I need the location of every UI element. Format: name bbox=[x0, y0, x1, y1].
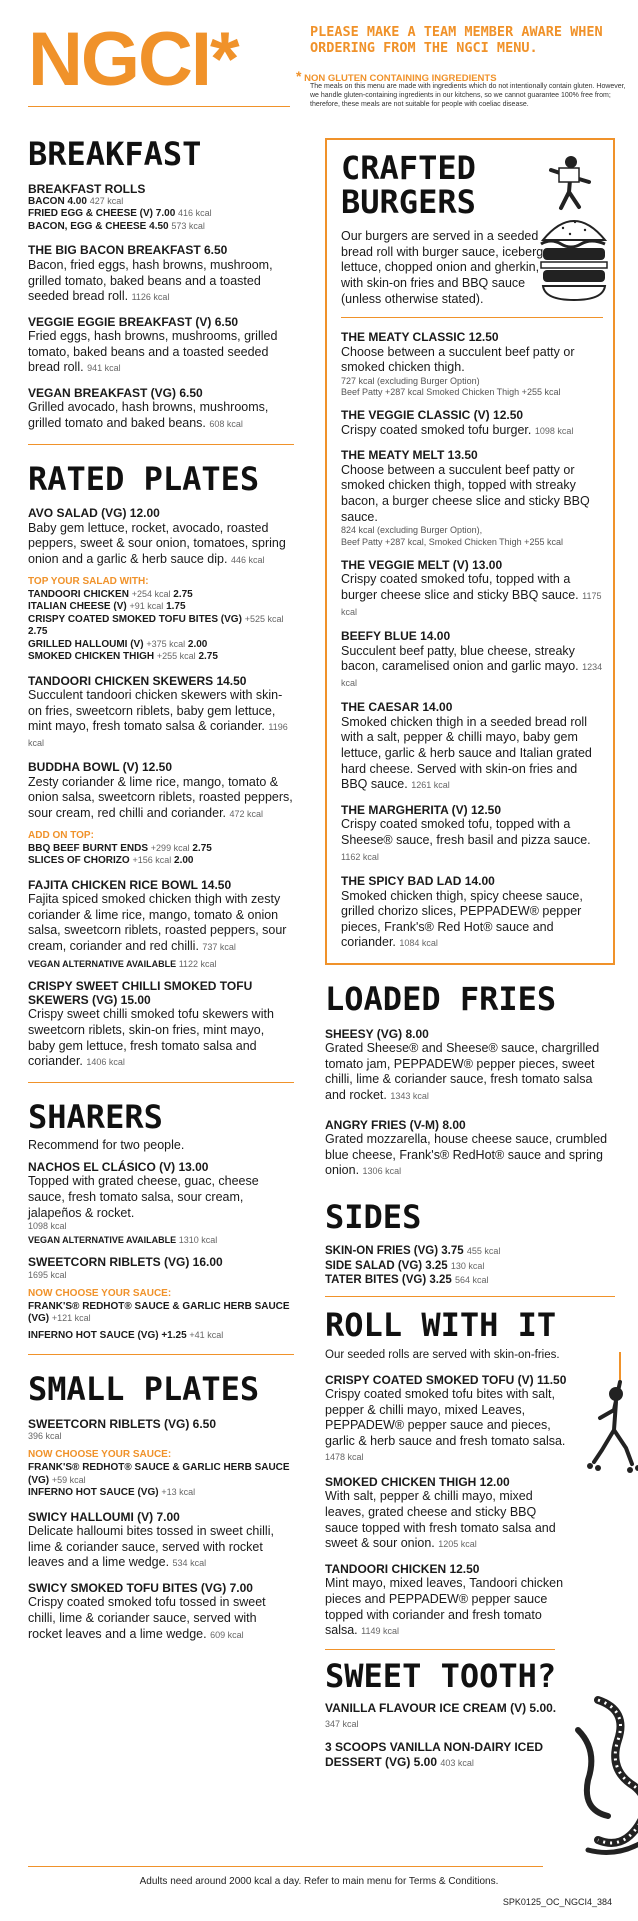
kcal: 1196 kcal bbox=[28, 722, 288, 748]
item-desc-text: Mint mayo, mixed leaves, Tandoori chicken pieces and PEPPADEW® pepper sauce topped with coriander and fresh tomato salsa. bbox=[325, 1576, 564, 1638]
section-divider bbox=[28, 1354, 294, 1355]
item-desc bbox=[28, 688, 294, 751]
roll-option bbox=[28, 208, 294, 221]
kcal: 1098 kcal bbox=[534, 425, 574, 436]
ngc-heading-text: NON GLUTEN CONTAINING INGREDIENTS bbox=[304, 73, 497, 84]
sauce-name: FRANK'S® REDHOT® SAUCE & GARLIC HERB SAUCE (VG) bbox=[28, 1300, 290, 1325]
kcal: +255 kcal bbox=[156, 651, 196, 662]
kcal: +91 kcal bbox=[129, 601, 164, 612]
menu-item bbox=[28, 1417, 294, 1500]
item-desc-text: Fried eggs, hash browns, mushrooms, grilled tomato, baked beans and a toasted seeded bread roll. bbox=[28, 329, 278, 375]
roll-option bbox=[28, 196, 294, 209]
item-name: THE VEGGIE CLASSIC (V) 12.50 bbox=[341, 408, 524, 423]
item-desc-text: Crispy sweet chilli smoked tofu skewers with sweetcorn riblets, skin-on fries, mint mayo, baby gem lettuce, fresh tomato salsa and coriander. bbox=[28, 1007, 274, 1069]
menu-item bbox=[325, 1475, 573, 1552]
item-name: TANDOORI CHICKEN 12.50 bbox=[325, 1561, 480, 1576]
breakfast-section bbox=[28, 135, 294, 432]
asterisk-icon: * bbox=[296, 68, 302, 84]
roll-option-name: BACON 4.00 bbox=[28, 195, 87, 207]
item-name: THE MEATY CLASSIC 12.50 bbox=[341, 330, 499, 345]
breakfast-title: BREAKFAST bbox=[28, 135, 202, 173]
item-desc: Choose between a succulent beef patty or smoked chicken thigh. bbox=[341, 344, 575, 375]
item-name: THE VEGGIE MELT (V) 13.00 bbox=[341, 557, 503, 572]
kcal: 1343 kcal bbox=[390, 1090, 429, 1101]
topping-option bbox=[28, 639, 294, 652]
left-column bbox=[28, 135, 294, 1652]
crafted-burgers-section bbox=[325, 138, 615, 965]
menu-item bbox=[28, 674, 294, 751]
sauce-option bbox=[28, 1330, 294, 1343]
item-desc bbox=[325, 1489, 573, 1552]
menu-item bbox=[325, 1562, 573, 1639]
burgers-title-line-1: CRAFTED bbox=[341, 149, 476, 187]
price: 2.75 bbox=[192, 842, 212, 854]
sweet-tooth-section bbox=[325, 1656, 565, 1769]
sharers-title: SHARERS bbox=[28, 1097, 163, 1136]
item-desc-text: Grated mozzarella, house cheese sauce, crumbled blue cheese, Frank's® RedHot® sauce and spring onion. bbox=[325, 1131, 608, 1178]
item-name bbox=[325, 1740, 565, 1769]
kcal: 1205 kcal bbox=[438, 1539, 477, 1550]
kcal: 1162 kcal bbox=[341, 851, 379, 862]
sauce-option bbox=[28, 1487, 294, 1500]
item-desc bbox=[325, 1387, 573, 1465]
side-name: SKIN-ON FRIES (VG) 3.75 bbox=[325, 1245, 464, 1258]
loaded-fries-section bbox=[325, 980, 615, 1179]
item-name: CRISPY COATED SMOKED TOFU (V) 11.50 bbox=[325, 1372, 567, 1387]
item-desc-text: Zesty coriander & lime rice, mango, tomato & onion salsa, sweetcorn riblets, roasted peppers, sour cream, red chilli and coriander. bbox=[28, 774, 293, 821]
topping-name: TANDOORI CHICKEN bbox=[28, 588, 129, 600]
burgers-divider bbox=[341, 317, 603, 318]
kcal: 416 kcal bbox=[178, 208, 212, 219]
kcal: +13 kcal bbox=[161, 1487, 196, 1498]
sauce-heading: NOW CHOOSE YOUR SAUCE: bbox=[28, 1287, 172, 1299]
sharers-section bbox=[28, 1097, 294, 1342]
menu-item bbox=[341, 803, 603, 864]
ngc-disclaimer: The meals on this menu are made with ingredients which do not intentionally contain gluten. However, we handle gluten-containing ingredients in our kitchens, so we cannot guarantee 100% free from; therefore, these meals are not suitable for people with coeliac disease. bbox=[310, 83, 626, 109]
menu-header bbox=[28, 17, 626, 110]
kcal: 534 kcal bbox=[172, 1558, 207, 1569]
menu-item bbox=[28, 1510, 294, 1571]
item-desc-text: Bacon, fried eggs, hash browns, mushroom, grilled tomato, baked beans and a toasted seeded bread roll. bbox=[28, 257, 273, 304]
kcal: 1310 kcal bbox=[178, 1235, 218, 1246]
item-name: TANDOORI CHICKEN SKEWERS 14.50 bbox=[28, 673, 247, 688]
item-desc bbox=[28, 775, 294, 822]
menu-item bbox=[341, 558, 603, 619]
price: 2.00 bbox=[187, 638, 208, 650]
section-divider bbox=[28, 444, 294, 445]
kcal: 1126 kcal bbox=[131, 292, 170, 303]
item-desc bbox=[341, 423, 603, 439]
price: 1.75 bbox=[166, 601, 186, 613]
item-name: BUDDHA BOWL (V) 12.50 bbox=[28, 760, 173, 775]
kcal: 1149 kcal bbox=[361, 1626, 399, 1637]
item-desc bbox=[325, 1041, 615, 1104]
item-name: SWEETCORN RIBLETS (VG) 16.00 bbox=[28, 1255, 223, 1270]
footer-divider bbox=[28, 1866, 543, 1867]
kcal: 564 kcal bbox=[454, 1275, 489, 1286]
kcal: 608 kcal bbox=[209, 419, 243, 430]
kcal: 1695 kcal bbox=[28, 1269, 67, 1280]
item-name: SWICY SMOKED TOFU BITES (VG) 7.00 bbox=[28, 1580, 253, 1595]
footer-text: Adults need around 2000 kcal a day. Refer to main menu for Terms & Conditions. bbox=[139, 1876, 499, 1887]
item-name: THE SPICY BAD LAD 14.00 bbox=[341, 874, 495, 889]
item-desc-text: Crispy coated smoked tofu, topped with a burger cheese slice and sticky BBQ sauce. bbox=[341, 572, 579, 602]
sides-title: SIDES bbox=[325, 1197, 422, 1236]
kcal: +254 kcal bbox=[131, 588, 171, 599]
item-desc-text: Succulent tandoori chicken skewers with skin-on fries, sweetcorn riblets, baby gem lettuce, mint mayo, fresh tomato salsa & coriander. bbox=[28, 687, 283, 734]
menu-item bbox=[341, 448, 603, 547]
item-name bbox=[325, 1701, 565, 1730]
item-name: VEGGIE EGGIE BREAKFAST (V) 6.50 bbox=[28, 314, 239, 329]
menu-item bbox=[341, 874, 603, 951]
item-name: ANGRY FRIES (V-M) 8.00 bbox=[325, 1117, 466, 1132]
vegan-alternative-label: VEGAN ALTERNATIVE AVAILABLE bbox=[28, 1235, 177, 1246]
item-desc bbox=[28, 1007, 294, 1070]
item-desc-text: Crispy coated smoked tofu burger. bbox=[341, 422, 532, 437]
menu-item bbox=[341, 700, 603, 793]
kcal: 1175 kcal bbox=[341, 590, 602, 617]
kcal: +156 kcal bbox=[132, 855, 172, 866]
item-desc-text: Crispy coated smoked tofu, topped with a Sheese® sauce, fresh basil and pizza sauce. bbox=[341, 817, 591, 847]
item-desc bbox=[28, 258, 294, 305]
kcal: 446 kcal bbox=[230, 554, 265, 565]
kcal: 1234 kcal bbox=[341, 662, 603, 688]
topping-option bbox=[28, 601, 294, 614]
item-note: Beef Patty +287 kcal Smoked Chicken Thigh +255 kcal bbox=[341, 387, 561, 398]
item-desc: Choose between a succulent beef patty or smoked chicken thigh, topped with streaky bacon, a burger cheese slice and sticky BBQ sauce. bbox=[341, 462, 590, 524]
topping-name: GRILLED HALLOUMI (V) bbox=[28, 638, 144, 650]
item-desc-text: Baby gem lettuce, rocket, avocado, roasted peppers, sweet & sour onion, tomatoes, spring onion and a garlic & herb sauce dip. bbox=[28, 520, 286, 566]
item-name: THE BIG BACON BREAKFAST 6.50 bbox=[28, 243, 228, 258]
kcal: 737 kcal bbox=[202, 941, 236, 952]
sauce-name: INFERNO HOT SAUCE (VG) +1.25 bbox=[28, 1329, 187, 1341]
kcal: 347 kcal bbox=[325, 1718, 359, 1729]
item-name-text: 3 SCOOPS VANILLA NON-DAIRY ICED DESSERT (VG) 5.00 bbox=[325, 1740, 544, 1769]
item-note: Beef Patty +287 kcal, Smoked Chicken Thigh +255 kcal bbox=[341, 536, 563, 547]
item-name: CRISPY SWEET CHILLI SMOKED TOFU SKEWERS (VG) 15.00 bbox=[28, 978, 253, 1007]
sauce-name: FRANK'S® REDHOT® SAUCE & GARLIC HERB SAUCE (VG) bbox=[28, 1462, 290, 1486]
kcal: +375 kcal bbox=[146, 638, 186, 649]
kcal: 1098 kcal bbox=[28, 1221, 67, 1232]
team-member-notice: PLEASE MAKE A TEAM MEMBER AWARE WHEN ORDERING FROM THE NGCI MENU. bbox=[310, 24, 603, 57]
kcal: 396 kcal bbox=[28, 1431, 62, 1442]
sauce-name: INFERNO HOT SAUCE (VG) bbox=[28, 1487, 159, 1499]
topping-name: CRISPY COATED SMOKED TOFU BITES (VG) bbox=[28, 613, 242, 625]
item-desc-text: With salt, pepper & chilli mayo, mixed leaves, grated cheese and sticky BBQ sauce topped with fresh tomato salsa and sweet & sour onion. bbox=[325, 1489, 556, 1551]
menu-item bbox=[28, 1160, 294, 1245]
item-desc bbox=[28, 1595, 294, 1642]
menu-item bbox=[28, 506, 294, 663]
kcal: +525 kcal bbox=[244, 613, 284, 624]
kcal: 455 kcal bbox=[466, 1246, 501, 1257]
menu-item bbox=[341, 629, 603, 690]
kcal: 472 kcal bbox=[229, 809, 264, 820]
item-name-text: VANILLA FLAVOUR ICE CREAM (V) 5.00. bbox=[325, 1701, 557, 1716]
kcal: 941 kcal bbox=[87, 363, 121, 374]
topping-option bbox=[28, 614, 294, 639]
item-desc bbox=[341, 715, 603, 793]
item-desc-text: Delicate halloumi bites tossed in sweet chilli, lime & coriander sauce, served with rocket leaves and a lime wedge. bbox=[28, 1524, 274, 1570]
item-desc bbox=[28, 400, 294, 431]
item-desc bbox=[28, 1524, 294, 1571]
item-name: BREAKFAST ROLLS bbox=[28, 181, 146, 196]
roll-option bbox=[28, 221, 294, 234]
item-desc bbox=[28, 329, 294, 376]
menu-item bbox=[28, 878, 294, 969]
kcal: 1261 kcal bbox=[411, 780, 450, 791]
roll-with-it-title: ROLL WITH IT bbox=[325, 1305, 557, 1344]
price: 2.75 bbox=[173, 588, 193, 600]
item-name: THE MARGHERITA (V) 12.50 bbox=[341, 802, 502, 817]
topping-name: SMOKED CHICKEN THIGH bbox=[28, 651, 155, 663]
small-plates-section bbox=[28, 1370, 294, 1642]
item-desc bbox=[28, 521, 294, 568]
addon-heading: ADD ON TOP: bbox=[28, 829, 94, 841]
item-desc-text: Smoked chicken thigh, spicy cheese sauce, grilled chorizo slices, PEPPADEW® pepper pieces, Frank's® Red Hot® sauce and coriander. bbox=[341, 888, 583, 950]
burger-illustration bbox=[537, 152, 611, 308]
item-desc-text: Fajita spiced smoked chicken thigh with zesty coriander & lime rice, mango, tomato & onion salsa, sweetcorn riblets, roasted peppers, sour cream, coriander and red chilli. bbox=[28, 892, 287, 953]
price: 2.00 bbox=[174, 855, 194, 867]
kcal: 403 kcal bbox=[440, 1757, 474, 1768]
kcal: 1122 kcal bbox=[178, 958, 217, 969]
right-column bbox=[325, 138, 615, 1779]
roll-with-it-section bbox=[325, 1305, 573, 1639]
small-plates-title: SMALL PLATES bbox=[28, 1370, 260, 1409]
item-name: BEEFY BLUE 14.00 bbox=[341, 629, 451, 644]
side-name: SIDE SALAD (VG) 3.25 bbox=[325, 1259, 448, 1272]
item-desc-text: Grilled avocado, hash browns, mushrooms, grilled tomato and baked beans. bbox=[28, 400, 269, 431]
kcal: 1084 kcal bbox=[399, 938, 438, 949]
topping-name: ITALIAN CHEESE (V) bbox=[28, 601, 127, 613]
kcal: +59 kcal bbox=[51, 1474, 86, 1485]
sides-section bbox=[325, 1197, 615, 1288]
menu-item bbox=[325, 1118, 615, 1179]
kcal: 1478 kcal bbox=[325, 1452, 364, 1463]
burgers-intro: Our burgers are served in a seeded bread roll with burger sauce, iceberg lettuce, chopped onion and gherkin, with skin-on fries and BBQ sauce (unless otherwise stated). bbox=[341, 229, 544, 306]
item-desc-text: Crispy coated smoked tofu bites with salt, pepper & chilli mayo, mixed Leaves, PEPPADEW® pepper sauce and pieces, garlic & herb sauce and fresh tomato salsa. bbox=[325, 1386, 566, 1448]
item-desc-text: Succulent beef patty, blue cheese, streaky bacon, caramelised onion and garlic mayo. bbox=[341, 643, 579, 674]
addon-name: SLICES OF CHORIZO bbox=[28, 855, 130, 867]
item-note: 824 kcal (excluding Burger Option), bbox=[341, 525, 483, 536]
roll-intro: Our seeded rolls are served with skin-on-fries. bbox=[325, 1349, 560, 1362]
menu-item bbox=[28, 1255, 294, 1342]
item-desc bbox=[28, 892, 294, 955]
menu-item bbox=[325, 1740, 565, 1769]
item-name: THE CAESAR 14.00 bbox=[341, 700, 453, 715]
side-item bbox=[325, 1244, 615, 1258]
item-desc bbox=[325, 1576, 573, 1639]
rated-plates-title: RATED PLATES bbox=[28, 459, 260, 498]
section-divider bbox=[28, 1082, 294, 1083]
menu-item bbox=[28, 243, 294, 304]
sauce-heading: NOW CHOOSE YOUR SAUCE: bbox=[28, 1449, 172, 1461]
menu-item bbox=[28, 1581, 294, 1642]
item-note: 727 kcal (excluding Burger Option) bbox=[341, 375, 480, 386]
topping-option bbox=[28, 651, 294, 664]
item-name: SMOKED CHICKEN THIGH 12.00 bbox=[325, 1475, 510, 1490]
menu-item bbox=[28, 979, 294, 1070]
item-desc bbox=[341, 889, 603, 952]
item-name: NACHOS EL CLÁSICO (V) 13.00 bbox=[28, 1160, 209, 1175]
menu-item bbox=[325, 1701, 565, 1730]
item-desc-text: Grated Sheese® and Sheese® sauce, chargrilled tomato jam, PEPPADEW® pepper pieces, sweet chilli, lime & coriander sauce, fresh tomato salsa and rocket. bbox=[325, 1041, 600, 1102]
vegan-alternative bbox=[28, 959, 294, 969]
loaded-fries-title: LOADED FRIES bbox=[325, 980, 557, 1019]
item-name: SWICY HALLOUMI (V) 7.00 bbox=[28, 1509, 180, 1524]
breakfast-rolls bbox=[28, 182, 294, 234]
addon-option bbox=[28, 843, 294, 856]
addon-name: BBQ BEEF BURNT ENDS bbox=[28, 842, 149, 854]
item-desc bbox=[341, 817, 603, 864]
kcal: 573 kcal bbox=[171, 220, 205, 231]
menu-item bbox=[341, 408, 603, 438]
sauce-option bbox=[28, 1462, 294, 1487]
item-desc-text: Crispy coated smoked tofu tossed in sweet chilli, lime & coriander sauce, served with rocket leaves and a lime wedge. bbox=[28, 1595, 266, 1641]
kcal: +121 kcal bbox=[51, 1313, 91, 1324]
item-name: SWEETCORN RIBLETS (VG) 6.50 bbox=[28, 1416, 217, 1431]
item-desc bbox=[341, 572, 603, 619]
header-divider bbox=[28, 106, 290, 107]
burgers-title-line-2: BURGERS bbox=[341, 182, 476, 221]
kcal: 1306 kcal bbox=[362, 1166, 402, 1177]
price: 2.75 bbox=[198, 651, 218, 663]
vegan-alternative-label: VEGAN ALTERNATIVE AVAILABLE bbox=[28, 958, 177, 969]
roll-option-name: FRIED EGG & CHEESE (V) 7.00 bbox=[28, 208, 176, 220]
sauce-option bbox=[28, 1301, 294, 1326]
roll-option-name: BACON, EGG & CHEESE 4.50 bbox=[28, 220, 169, 232]
kcal: 1406 kcal bbox=[86, 1057, 125, 1068]
menu-code: SPK0125_OC_NGCI4_384 bbox=[502, 1897, 612, 1907]
side-name: TATER BITES (VG) 3.25 bbox=[325, 1274, 452, 1287]
kcal: +41 kcal bbox=[189, 1329, 224, 1340]
item-name: AVO SALAD (VG) 12.00 bbox=[28, 506, 160, 521]
menu-item bbox=[28, 315, 294, 376]
rated-plates-section bbox=[28, 459, 294, 1070]
section-divider bbox=[325, 1296, 615, 1297]
ngci-logo: NGCI* bbox=[28, 17, 238, 102]
menu-item bbox=[325, 1373, 573, 1466]
addon-option bbox=[28, 855, 294, 868]
vegan-alternative bbox=[28, 1235, 294, 1245]
item-name: THE MEATY MELT 13.50 bbox=[341, 448, 478, 463]
topping-option bbox=[28, 589, 294, 602]
right-column-lower bbox=[325, 980, 615, 1769]
sharers-intro: Recommend for two people. bbox=[28, 1138, 185, 1153]
item-desc: Topped with grated cheese, guac, cheese sauce, fresh tomato salsa, sour cream, jalapeños & rocket. bbox=[28, 1174, 259, 1220]
price: 2.75 bbox=[28, 626, 48, 638]
side-item bbox=[325, 1273, 615, 1287]
kcal: 427 kcal bbox=[89, 195, 124, 206]
toppings-heading: TOP YOUR SALAD WITH: bbox=[28, 575, 149, 587]
item-name: SHEESY (VG) 8.00 bbox=[325, 1026, 429, 1041]
side-item bbox=[325, 1259, 615, 1273]
menu-item bbox=[341, 330, 603, 398]
item-desc bbox=[341, 644, 603, 691]
item-desc-text: Smoked chicken thigh in a seeded bread roll with a salt, pepper & chilli mayo, baby gem lettuce, garlic & herb sauce and Italian grated hard cheese. Served with skin-on fries and BBQ sauce. bbox=[341, 714, 592, 792]
item-name: FAJITA CHICKEN RICE BOWL 14.50 bbox=[28, 877, 232, 892]
menu-item bbox=[325, 1027, 615, 1104]
octopus-illustration bbox=[558, 1690, 638, 1860]
sweet-tooth-title: SWEET TOOTH? bbox=[325, 1656, 557, 1695]
rollerskater-illustration bbox=[580, 1352, 638, 1482]
item-name: VEGAN BREAKFAST (VG) 6.50 bbox=[28, 386, 203, 401]
menu-item bbox=[28, 386, 294, 432]
item-desc bbox=[325, 1132, 615, 1179]
menu-item bbox=[28, 760, 294, 867]
kcal: 609 kcal bbox=[210, 1629, 244, 1640]
section-divider bbox=[325, 1649, 555, 1650]
kcal: 130 kcal bbox=[450, 1260, 485, 1271]
kcal: +299 kcal bbox=[150, 842, 190, 853]
